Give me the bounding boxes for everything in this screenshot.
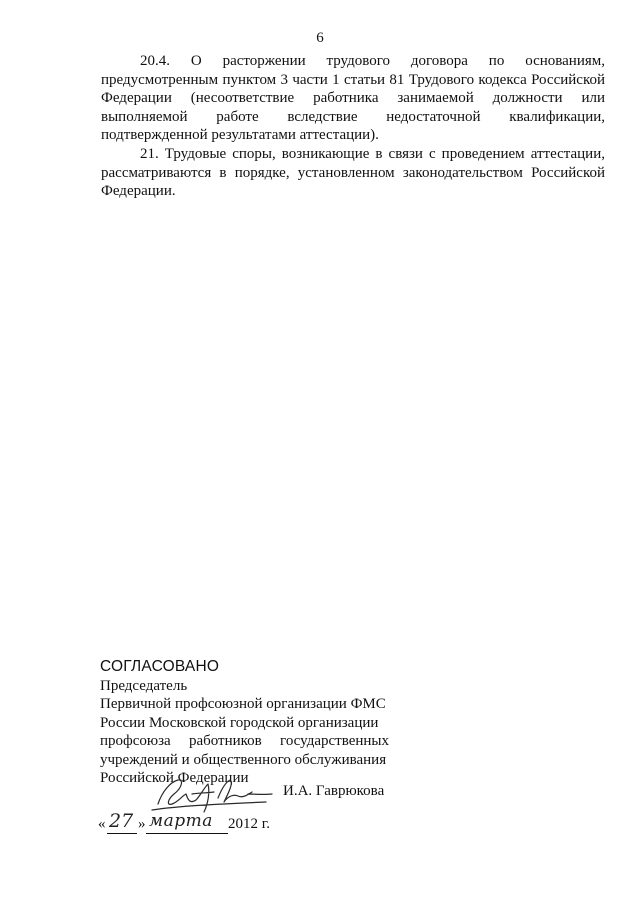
- document-body: [101, 52, 605, 201]
- organization-line: профсоюза работников государственных: [100, 733, 389, 749]
- approval-block: [100, 658, 400, 788]
- date-day: 27: [109, 810, 134, 832]
- page-number: 6: [316, 30, 324, 46]
- signer-name: И.А. Гаврюкова: [283, 783, 385, 799]
- date-year: 2012 г.: [228, 816, 270, 832]
- date-quote-open: «: [98, 816, 106, 832]
- day-underline: [107, 833, 137, 834]
- date-quote-close: »: [138, 816, 146, 832]
- handwritten-signature: [148, 774, 276, 816]
- approval-heading: СОГЛАСОВАНО: [100, 658, 220, 675]
- organization-line: России Московской городской организации: [100, 714, 379, 731]
- paragraph-20-4: 20.4. О расторжении трудового договора по основаниям, предусмотренным пунктом 3 части 1 статьи 81 Трудового кодекса Российской Федерации (несоответствие работника занимаемой должности или выполняемой работе вследствие недостаточной квалификации, подтвержденной результатами аттестации).: [101, 53, 605, 144]
- paragraph-21: 21. Трудовые споры, возникающие в связи с проведением аттестации, рассматриваются в порядке, установленном законодательством Российской Федерации.: [101, 145, 605, 200]
- month-underline: [146, 833, 228, 834]
- organization-line: Первичной профсоюзной организации ФМС: [100, 696, 386, 712]
- organization-line: Российской Федерации: [100, 770, 249, 786]
- date-month: марта: [149, 811, 213, 831]
- signer-position: Председатель: [100, 677, 188, 694]
- organization-line: учреждений и общественного обслуживания: [100, 751, 387, 768]
